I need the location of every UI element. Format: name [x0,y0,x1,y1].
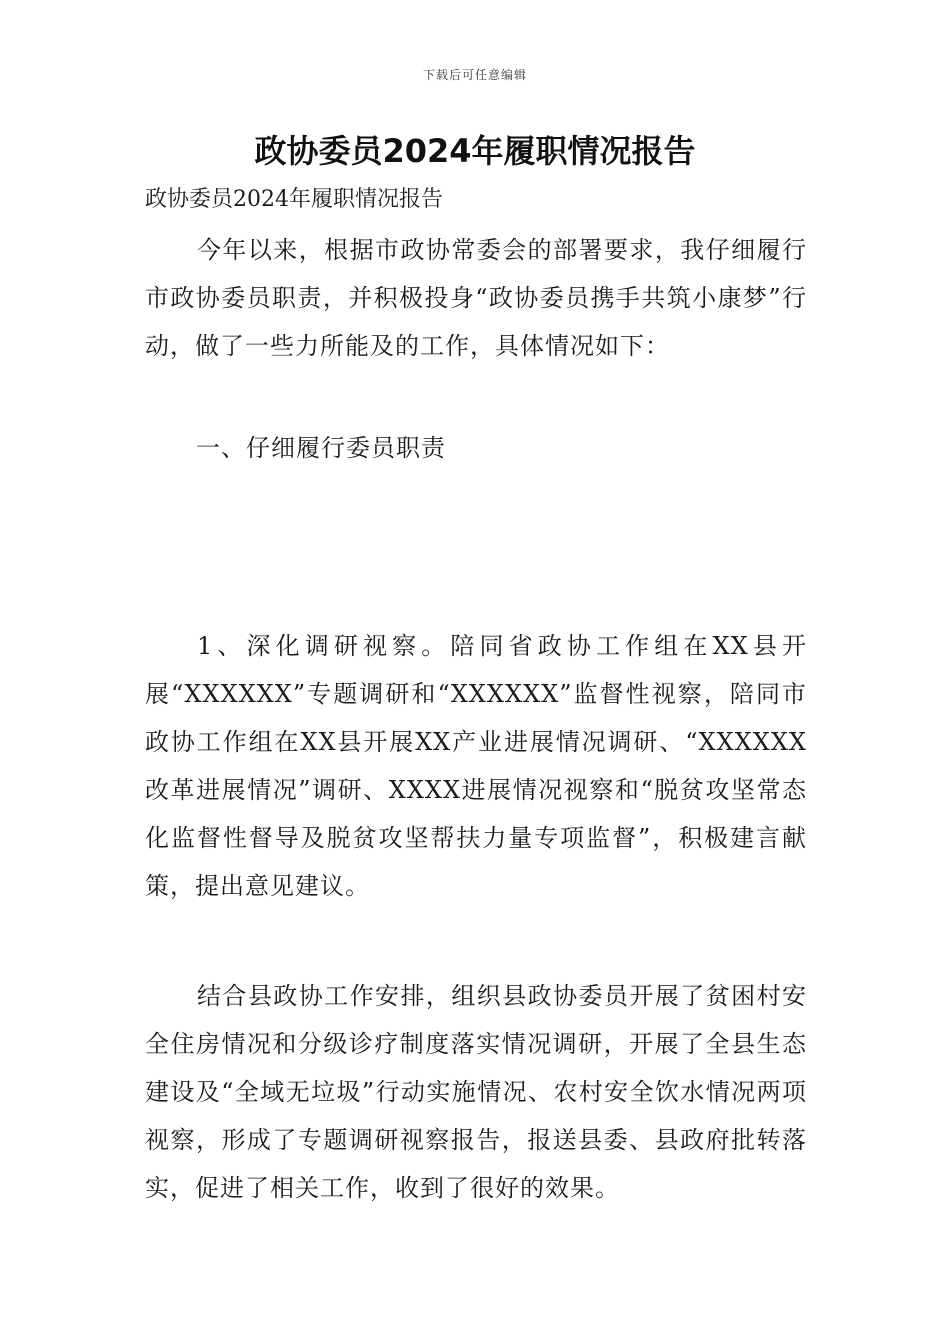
research-paragraph: 1、深化调研视察。陪同省政协工作组在XX县开展“XXXXXX”专题调研和“XXXXXX”监督性视察，陪同市政协工作组在XX县开展XX产业进展情况调研、“XXXXXX改革进展情况”调研、XXXX进展情况视察和“脱贫攻坚常态化监督性督导及脱贫攻坚帮扶力量专项监督”，积极建言献策，提出意见建议。 [145,632,807,900]
county-work-paragraph: 结合县政协工作安排，组织县政协委员开展了贫困村安全住房情况和分级诊疗制度落实情况调研，开展了全县生态建设及“全域无垃圾”行动实施情况、农村安全饮水情况两项视察，形成了专题调研视察报告，报送县委、县政府批转落实，促进了相关工作，收到了很好的效果。 [145,982,807,1202]
intro-paragraph: 今年以来，根据市政协常委会的部署要求，我仔细履行市政协委员职责，并积极投身“政协委员携手共筑小康梦”行动，做了一些力所能及的工作，具体情况如下： [145,236,807,360]
document-title: 政协委员2024年履职情况报告 [254,132,696,170]
section-heading: 一、仔细履行委员职责 [196,434,446,462]
document-subtitle: 政协委员2024年履职情况报告 [145,187,443,212]
header-note: 下载后可任意编辑 [422,68,527,82]
